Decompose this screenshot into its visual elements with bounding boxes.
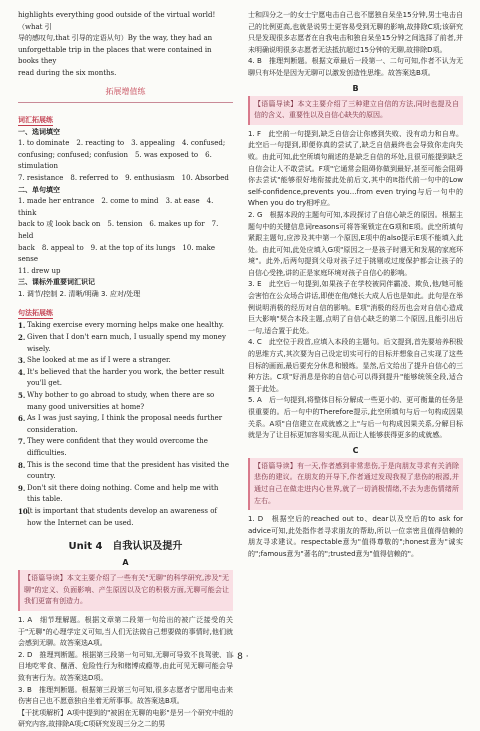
answer-line: confusing; confused; confusion 5. was exposed to 6. stimulation [18,150,212,171]
vocab-tag: 词汇拓展练 [18,115,53,124]
passage-guide [18,570,233,611]
item-text: Given that I don't earn much, I usually spend my money wisely. [27,333,226,353]
item-text: As I was just saying, I think the proposal needs further consideration. [27,414,223,434]
list-item [18,413,233,436]
item-number: 1. [18,321,26,331]
sentence-list [18,320,233,529]
answer-paragraph: 3. E 此空后一句提到,如果孩子在学校被同伴霸凌、欺负,他/她可能会害怕在公众场合讲话,即使在他/她长大成人后也是如此。此句是在举例说明消极的经历对自信的影响。E项"消极的经历也会对自信心造成巨大影响"契合本段主题,点明了自信心缺乏的第二个原因,且能引出后一句,适合置于此处。 [248,280,463,335]
sub-heading: 一、选词填空 [18,127,60,136]
item-number: 6. [18,414,26,424]
answer-paragraph: 4. C 此空位于段首,应填入本段的主题句。后文提到,首先要培养积极的思维方式,其次要为自己设定切实可行的目标并想象自己实现了这些目标的画面,最后要充分休息和锻炼。显然,后文给出了提升自信心的三种方法。C项"好消息是你的自信心可以得到提升"能够统领全段,适合置于此处。 [248,338,463,393]
item-number: 9. [18,483,26,493]
intro-line: unforgettable trip in the places that were contained in books they [18,45,212,66]
answer-paragraph: 2. D 推理判断题。根据第三段第一句可知,无聊可导致不良驾驶、盲目地吃零食、酗酒、危险性行为和赌博成瘾等,由此可见无聊可能会导致有害行为。故答案选D项。 [18,650,233,682]
list-item [18,506,233,529]
passage-label: C [352,445,359,455]
list-item [18,320,233,332]
item-text: It's believed that the harder you work, the better result you'll get. [27,367,225,388]
item-number: 10. [18,506,31,516]
answer-line: 1. to dominate 2. reacting to 3. appealing 4. confused; [18,139,226,148]
passage-label: A [122,558,129,568]
intro-text [18,10,233,80]
item-text: This is the second time that the president has visited the country. [27,460,229,481]
list-item [18,460,233,483]
item-number: 7. [18,437,26,447]
answer-paragraph: 1. A 细节理解题。根据文章第二段第一句给出的被广泛接受的关于"无聊"的心理学定义可知,当人们无法做自己想要做的事情时,他们就会感到无聊。故答案选A项。 [18,615,233,648]
answer-paragraph: 3. B 推理判断题。根据第三段第三句可知,很多志愿者宁愿用电击来伤害自己也不愿意独自坐着无所事事。故答案选B项。 [18,685,233,706]
sub-heading: 三、课标外重要词汇识记 [18,278,95,287]
list-item [18,355,233,367]
list-item [18,483,233,506]
sub-heading: 二、单句填空 [18,185,60,194]
item-text: Don't sit there doing nothing. Come and help me with this table. [27,483,219,504]
item-number: 3. [18,356,26,366]
guide-text: 【语篇导读】本文主要介绍了一些有关"无聊"的科学研究,涉及"无聊"的定义、负面影响、产生原因以及它的积极方面,无聊可能会让我们更富有创造力。 [24,574,229,606]
item-number: 4. [18,367,26,377]
passage-label: B [352,83,359,93]
answer-line: 7. resistance 8. referred to 9. enthusiasm 10. Absorbed [18,173,229,182]
item-text: Why bother to go abroad to study, when there are so many good universities at home? [27,391,215,411]
guide-text: 【语篇导读】有一天,作者感到非常悲伤,于是向朋友寻求有关消除悲伤的建议。在朋友的开导下,作者通过发现我视了悲伤的根源,并通过自己在做走进内心世界,就了一切消极情绪,不去为悲伤情绪所左右。 [254,461,459,505]
answer-paragraph: 5. A 后一句提到,将整体目标分解成一些更小的、更可衡量的任务是很重要的。后一句中的Therefore提示,此空所填句与后一句构成因果关系。A项"自信建立在成就感之上"与后一句构成因果关系,分解目标就是为了让目标更加容易实现,从而让人能够获得更多的成就感。 [248,396,463,440]
passage-guide [248,96,463,125]
answer-line: back to 或 look back on 5. tension 6. makes up for 7. held [18,220,219,240]
answer-paragraph: 士和四分之一的女士宁愿电击自己也不愿独自呆坐15分钟,男士电击自己的比例更高,也就是说男士更容易受到无聊的影响,故排除C项;该研究只是发现很多志愿者在自我电击和独自呆坐15分钟之间选择了前者,并未明确说明很多志愿者无法抵抗超过15分钟的无聊,故排除D项。 [248,11,463,54]
intro-line: 导的感叹句,that 引导的定语从句）By the way, they had an [18,34,213,43]
answer-line: 11. drew up [18,266,61,275]
item-number: 2. [18,333,26,343]
item-number: 5. [18,391,26,401]
answer-paragraph: 1. F 此空前一句提到,缺乏自信会让你感到失败、没有动力和自卑。此空后一句提到,即便你真的尝试了,缺乏自信最终也会导致你走向失败。由此可知,此空所填句阐述的是缺乏自信的坏处,且很可能提到缺乏自信会让人不敢尝试。F项"它通常会阻碍你做到最好,甚至可能会阻碍你去尝试"能够很好地衔接此处前后文,其中的It指代前一句中的Low self-confidence,prevents you…from even trying与后一句中的When you do try相呼应。 [248,129,463,208]
intro-line: highlights everything good outside of the virtual world! （what 引 [18,11,216,31]
item-text: She looked at me as if I were a stranger. [27,356,171,365]
answer-paragraph: 【干扰项解析】A项中提到的"被困在无聊的电影"是另一个研究中组的研究内容,故排除A项;C项研究发现三分之二的男 [18,708,233,729]
intro-line: read during the six months. [18,68,117,77]
item-number: 8. [18,460,26,470]
answer-paragraph: 1. D 根据空后的reached out to、dear以及空后的to ask for advice可知,此处指作者寻求朋友的帮助,所以一位亲密且值得信赖的朋友寻求建议。respectable意为"值得尊敬的";honest意为"诚实的";famous意为"著名的";trusted意为"值得信赖的"。 [248,515,463,558]
answer-line: 1. made her entrance 2. come to mind 3. at ease 4. think [18,197,214,217]
list-item [18,390,233,413]
answer-paragraph: 4. B 推理判断题。根据文章最后一段第一、二句可知,作者不认为无聊只有坏处是因为无聊可以激发创造性思维。故答案选B项。 [248,57,463,77]
divider [18,102,233,103]
right-column [248,10,463,561]
passage-guide [248,458,463,510]
item-text: Taking exercise every morning helps make one healthy. [27,321,224,330]
answer-line: 1. 调节/控制 2. 清晰/明确 3. 应对/处理 [18,289,141,298]
page-number: · 8 · [231,652,249,662]
section-title: 拓展增值练 [105,86,146,96]
answer-line: back 8. appeal to 9. at the top of its lungs 10. make sense [18,243,215,264]
unit-title: Unit 4 自我认识及提升 [68,541,183,553]
syntax-tag: 句法拓展练 [18,309,53,318]
item-text: It is important that students develop an awareness of how the Internet can be used. [27,506,217,527]
answer-paragraph: 2. G 根据本段的主题句可知,本段探讨了自信心缺乏的原因。根据主题句中的关键信息词reasons可将答案锁定在G项和E项。此空所填句紧跟主题句,应涉及其中第一个原因,E项中的also提示E项不能填入此处。由此可知,此处应填入G项"原因之一是孩子时遇无和发展的家庭环境"。此外,后两句提到父母对孩子过于挑剔或过度保护都会让孩子的自信心受挫,讲的正是家庭环境对孩子自信心的影响。 [248,210,463,277]
guide-text: 【语篇导读】本文主要介绍了三种建立自信的方法,同时也提及自信的含义、重要性以及自信心缺失的原因。 [254,99,459,120]
left-column [18,10,233,731]
list-item [18,436,233,459]
item-text: They were confident that they would overcome the difficulties. [27,437,208,457]
list-item [18,332,233,355]
list-item [18,367,233,390]
